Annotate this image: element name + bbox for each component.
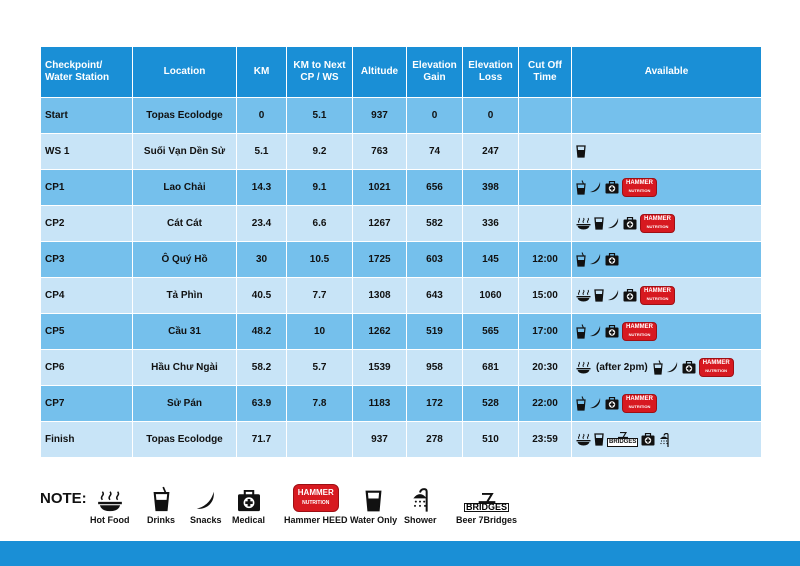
cell-km-next: 9.2 (287, 134, 353, 170)
cell-cutoff: 17:00 (519, 314, 572, 350)
cell-km: 30 (237, 242, 287, 278)
legend-label: Beer 7Bridges (456, 515, 518, 525)
cell-checkpoint: Start (41, 98, 133, 134)
cell-elevation-gain: 0 (407, 98, 463, 134)
cell-altitude: 1539 (353, 350, 407, 386)
cell-location: Cát Cát (133, 206, 237, 242)
cell-km-next: 6.6 (287, 206, 353, 242)
hammer-icon (622, 394, 657, 413)
note-label: NOTE: (40, 490, 87, 507)
cell-km-next: 10.5 (287, 242, 353, 278)
hot-food-icon (97, 490, 123, 512)
beer-icon (607, 432, 638, 447)
cell-elevation-gain: 603 (407, 242, 463, 278)
medical-icon (605, 181, 619, 194)
drinks-icon (576, 180, 586, 195)
cell-location: Suối Vạn Dền Sử (133, 134, 237, 170)
header-available: Available (572, 47, 762, 98)
cell-km: 40.5 (237, 278, 287, 314)
hammer-icon (640, 214, 675, 233)
cell-checkpoint: CP5 (41, 314, 133, 350)
cell-checkpoint: CP7 (41, 386, 133, 422)
hammer-icon (699, 358, 734, 377)
cell-km-next (287, 422, 353, 458)
cell-km: 0 (237, 98, 287, 134)
checkpoint-table (40, 46, 762, 458)
cell-cutoff: 22:00 (519, 386, 572, 422)
legend-icon-wrap (195, 486, 217, 512)
snacks-icon (195, 490, 217, 512)
note-legend (40, 486, 760, 530)
header-elevation-gain: Elevation Gain (407, 47, 463, 98)
medical-icon (641, 433, 655, 446)
cell-location: Sử Pán (133, 386, 237, 422)
cell-altitude: 1308 (353, 278, 407, 314)
hammer-label: HAMMER (626, 324, 653, 330)
legend-label: Drinks (147, 515, 176, 525)
footer-bar (0, 541, 800, 566)
available-icons (576, 252, 757, 267)
table-row (41, 206, 762, 242)
cell-elevation-gain: 278 (407, 422, 463, 458)
medical-icon (605, 253, 619, 266)
cell-km: 5.1 (237, 134, 287, 170)
hammer-sub-label: NUTRITION (646, 296, 669, 301)
hammer-label: HAMMER (702, 360, 730, 366)
cell-location: Tả Phìn (133, 278, 237, 314)
cell-available (572, 422, 762, 458)
checkpoint-table-wrap (40, 46, 761, 458)
hot-food-icon (576, 361, 591, 374)
hammer-sub-label: NUTRITION (628, 188, 651, 193)
cell-elevation-gain: 643 (407, 278, 463, 314)
cell-altitude: 1725 (353, 242, 407, 278)
cell-km-next: 5.1 (287, 98, 353, 134)
available-icons (576, 286, 757, 305)
available-icons (576, 178, 757, 197)
beer-label: BRIDGES (466, 502, 508, 512)
cell-km: 63.9 (237, 386, 287, 422)
cell-altitude: 1021 (353, 170, 407, 206)
cell-altitude: 937 (353, 422, 407, 458)
hammer-sub-label: NUTRITION (646, 224, 669, 229)
cell-checkpoint: CP4 (41, 278, 133, 314)
hammer-icon (622, 322, 657, 341)
legend-label: Water Only (350, 515, 398, 525)
beer-icon (464, 493, 509, 512)
cell-elevation-gain: 656 (407, 170, 463, 206)
water-icon (594, 289, 604, 302)
cell-cutoff: 12:00 (519, 242, 572, 278)
cell-altitude: 1267 (353, 206, 407, 242)
medical-icon (605, 397, 619, 410)
cell-km-next: 5.7 (287, 350, 353, 386)
legend-item (190, 486, 222, 525)
cell-altitude: 937 (353, 98, 407, 134)
legend-label: Hot Food (90, 515, 130, 525)
water-icon (594, 433, 604, 446)
snacks-icon (607, 217, 620, 230)
water-icon (576, 145, 586, 158)
cell-elevation-loss: 681 (463, 350, 519, 386)
legend-icon-wrap (464, 486, 509, 512)
cell-km: 58.2 (237, 350, 287, 386)
beer-label: BRIDGES (609, 439, 637, 445)
legend-item (147, 486, 175, 525)
table-row (41, 350, 762, 386)
header-cutoff: Cut Off Time (519, 47, 572, 98)
cell-cutoff (519, 170, 572, 206)
drinks-icon (576, 324, 586, 339)
legend-icon-wrap (97, 486, 123, 512)
table-row (41, 386, 762, 422)
cell-km: 71.7 (237, 422, 287, 458)
legend-item (456, 486, 517, 525)
available-icons (576, 358, 757, 377)
cell-altitude: 1183 (353, 386, 407, 422)
hammer-label: HAMMER (626, 396, 653, 402)
legend-item (90, 486, 130, 525)
available-icons (576, 394, 757, 413)
cell-km-next: 7.8 (287, 386, 353, 422)
cell-location: Topas Ecolodge (133, 422, 237, 458)
medical-icon (237, 490, 261, 512)
table-row (41, 134, 762, 170)
snacks-icon (666, 361, 679, 374)
cell-altitude: 763 (353, 134, 407, 170)
header-km-next: KM to Next CP / WS (287, 47, 353, 98)
header-altitude: Altitude (353, 47, 407, 98)
medical-icon (623, 289, 637, 302)
cell-cutoff: 15:00 (519, 278, 572, 314)
cell-checkpoint: CP1 (41, 170, 133, 206)
drinks-icon (576, 396, 586, 411)
hammer-label: HAMMER (626, 180, 653, 186)
snacks-icon (589, 181, 602, 194)
cell-elevation-loss: 336 (463, 206, 519, 242)
after-2pm-note: (after 2pm) (596, 362, 648, 373)
cell-checkpoint: CP2 (41, 206, 133, 242)
cell-elevation-loss: 145 (463, 242, 519, 278)
snacks-icon (607, 289, 620, 302)
legend-icon-wrap (410, 486, 430, 512)
cell-km: 14.3 (237, 170, 287, 206)
available-icons (576, 432, 757, 447)
snacks-icon (589, 253, 602, 266)
cell-altitude: 1262 (353, 314, 407, 350)
cell-available (572, 170, 762, 206)
header-location: Location (133, 47, 237, 98)
cell-elevation-loss: 528 (463, 386, 519, 422)
hammer-label: HAMMER (644, 288, 671, 294)
cell-cutoff: 20:30 (519, 350, 572, 386)
table-row (41, 98, 762, 134)
table-row (41, 422, 762, 458)
legend-label: Hammer HEED (284, 515, 348, 525)
cell-available (572, 278, 762, 314)
table-body (41, 98, 762, 458)
cell-elevation-gain: 958 (407, 350, 463, 386)
cell-elevation-gain: 74 (407, 134, 463, 170)
hammer-icon (622, 178, 657, 197)
table-header-row (41, 47, 762, 98)
legend-icon-wrap (237, 486, 261, 512)
cell-cutoff (519, 134, 572, 170)
cell-elevation-loss: 1060 (463, 278, 519, 314)
hammer-sub-label: NUTRITION (628, 332, 651, 337)
legend-label: Medical (232, 515, 266, 525)
cell-location: Topas Ecolodge (133, 98, 237, 134)
header-checkpoint: Checkpoint/ Water Station (41, 47, 133, 98)
snacks-icon (589, 325, 602, 338)
available-icons (576, 322, 757, 341)
cell-elevation-loss: 398 (463, 170, 519, 206)
hot-food-icon (576, 289, 591, 302)
legend-icon-wrap (293, 486, 339, 512)
cell-elevation-loss: 510 (463, 422, 519, 458)
cell-available (572, 314, 762, 350)
drinks-icon (576, 252, 586, 267)
legend-label: Snacks (190, 515, 222, 525)
cell-checkpoint: CP6 (41, 350, 133, 386)
hammer-sub-label: NUTRITION (705, 368, 728, 373)
available-icons (576, 214, 757, 233)
cell-elevation-gain: 582 (407, 206, 463, 242)
legend-item (232, 486, 265, 525)
cell-checkpoint: Finish (41, 422, 133, 458)
cell-km: 48.2 (237, 314, 287, 350)
cell-elevation-gain: 519 (407, 314, 463, 350)
cell-cutoff: 23:59 (519, 422, 572, 458)
snacks-icon (589, 397, 602, 410)
medical-icon (605, 325, 619, 338)
cell-available (572, 206, 762, 242)
available-icons (576, 145, 757, 158)
table-row (41, 170, 762, 206)
table-row (41, 314, 762, 350)
drinks-icon (653, 360, 663, 375)
cell-available (572, 242, 762, 278)
legend-item (350, 486, 397, 525)
cell-km: 23.4 (237, 206, 287, 242)
hammer-label: HAMMER (644, 216, 671, 222)
cell-checkpoint: CP3 (41, 242, 133, 278)
shower-icon (410, 488, 430, 512)
medical-icon (682, 361, 696, 374)
cell-available (572, 386, 762, 422)
legend-icon-wrap (153, 486, 170, 512)
cell-elevation-loss: 0 (463, 98, 519, 134)
cell-available (572, 98, 762, 134)
header-elevation-loss: Elevation Loss (463, 47, 519, 98)
water-icon (594, 217, 604, 230)
hammer-label: HAMMER (297, 488, 334, 497)
cell-elevation-gain: 172 (407, 386, 463, 422)
cell-km-next: 10 (287, 314, 353, 350)
cell-km-next: 7.7 (287, 278, 353, 314)
table-row (41, 242, 762, 278)
cell-available (572, 134, 762, 170)
cell-elevation-loss: 565 (463, 314, 519, 350)
hammer-sub-label: NUTRITION (302, 500, 330, 506)
hammer-icon (640, 286, 675, 305)
hot-food-icon (576, 217, 591, 230)
cell-checkpoint: WS 1 (41, 134, 133, 170)
hot-food-icon (576, 433, 591, 446)
header-km: KM (237, 47, 287, 98)
cell-km-next: 9.1 (287, 170, 353, 206)
cell-location: Cầu 31 (133, 314, 237, 350)
legend-item (284, 486, 348, 525)
cell-location: Ô Quý Hồ (133, 242, 237, 278)
hammer-icon (293, 484, 339, 512)
legend-icon-wrap (365, 486, 382, 512)
hammer-sub-label: NUTRITION (628, 404, 651, 409)
cell-elevation-loss: 247 (463, 134, 519, 170)
cell-location: Lao Chải (133, 170, 237, 206)
water-icon (365, 490, 382, 512)
legend-item (404, 486, 437, 525)
cell-cutoff (519, 206, 572, 242)
table-row (41, 278, 762, 314)
drinks-icon (153, 486, 170, 512)
medical-icon (623, 217, 637, 230)
cell-cutoff (519, 98, 572, 134)
cell-available (572, 350, 762, 386)
legend-label: Shower (404, 515, 437, 525)
cell-location: Hầu Chư Ngài (133, 350, 237, 386)
shower-icon (658, 433, 670, 447)
